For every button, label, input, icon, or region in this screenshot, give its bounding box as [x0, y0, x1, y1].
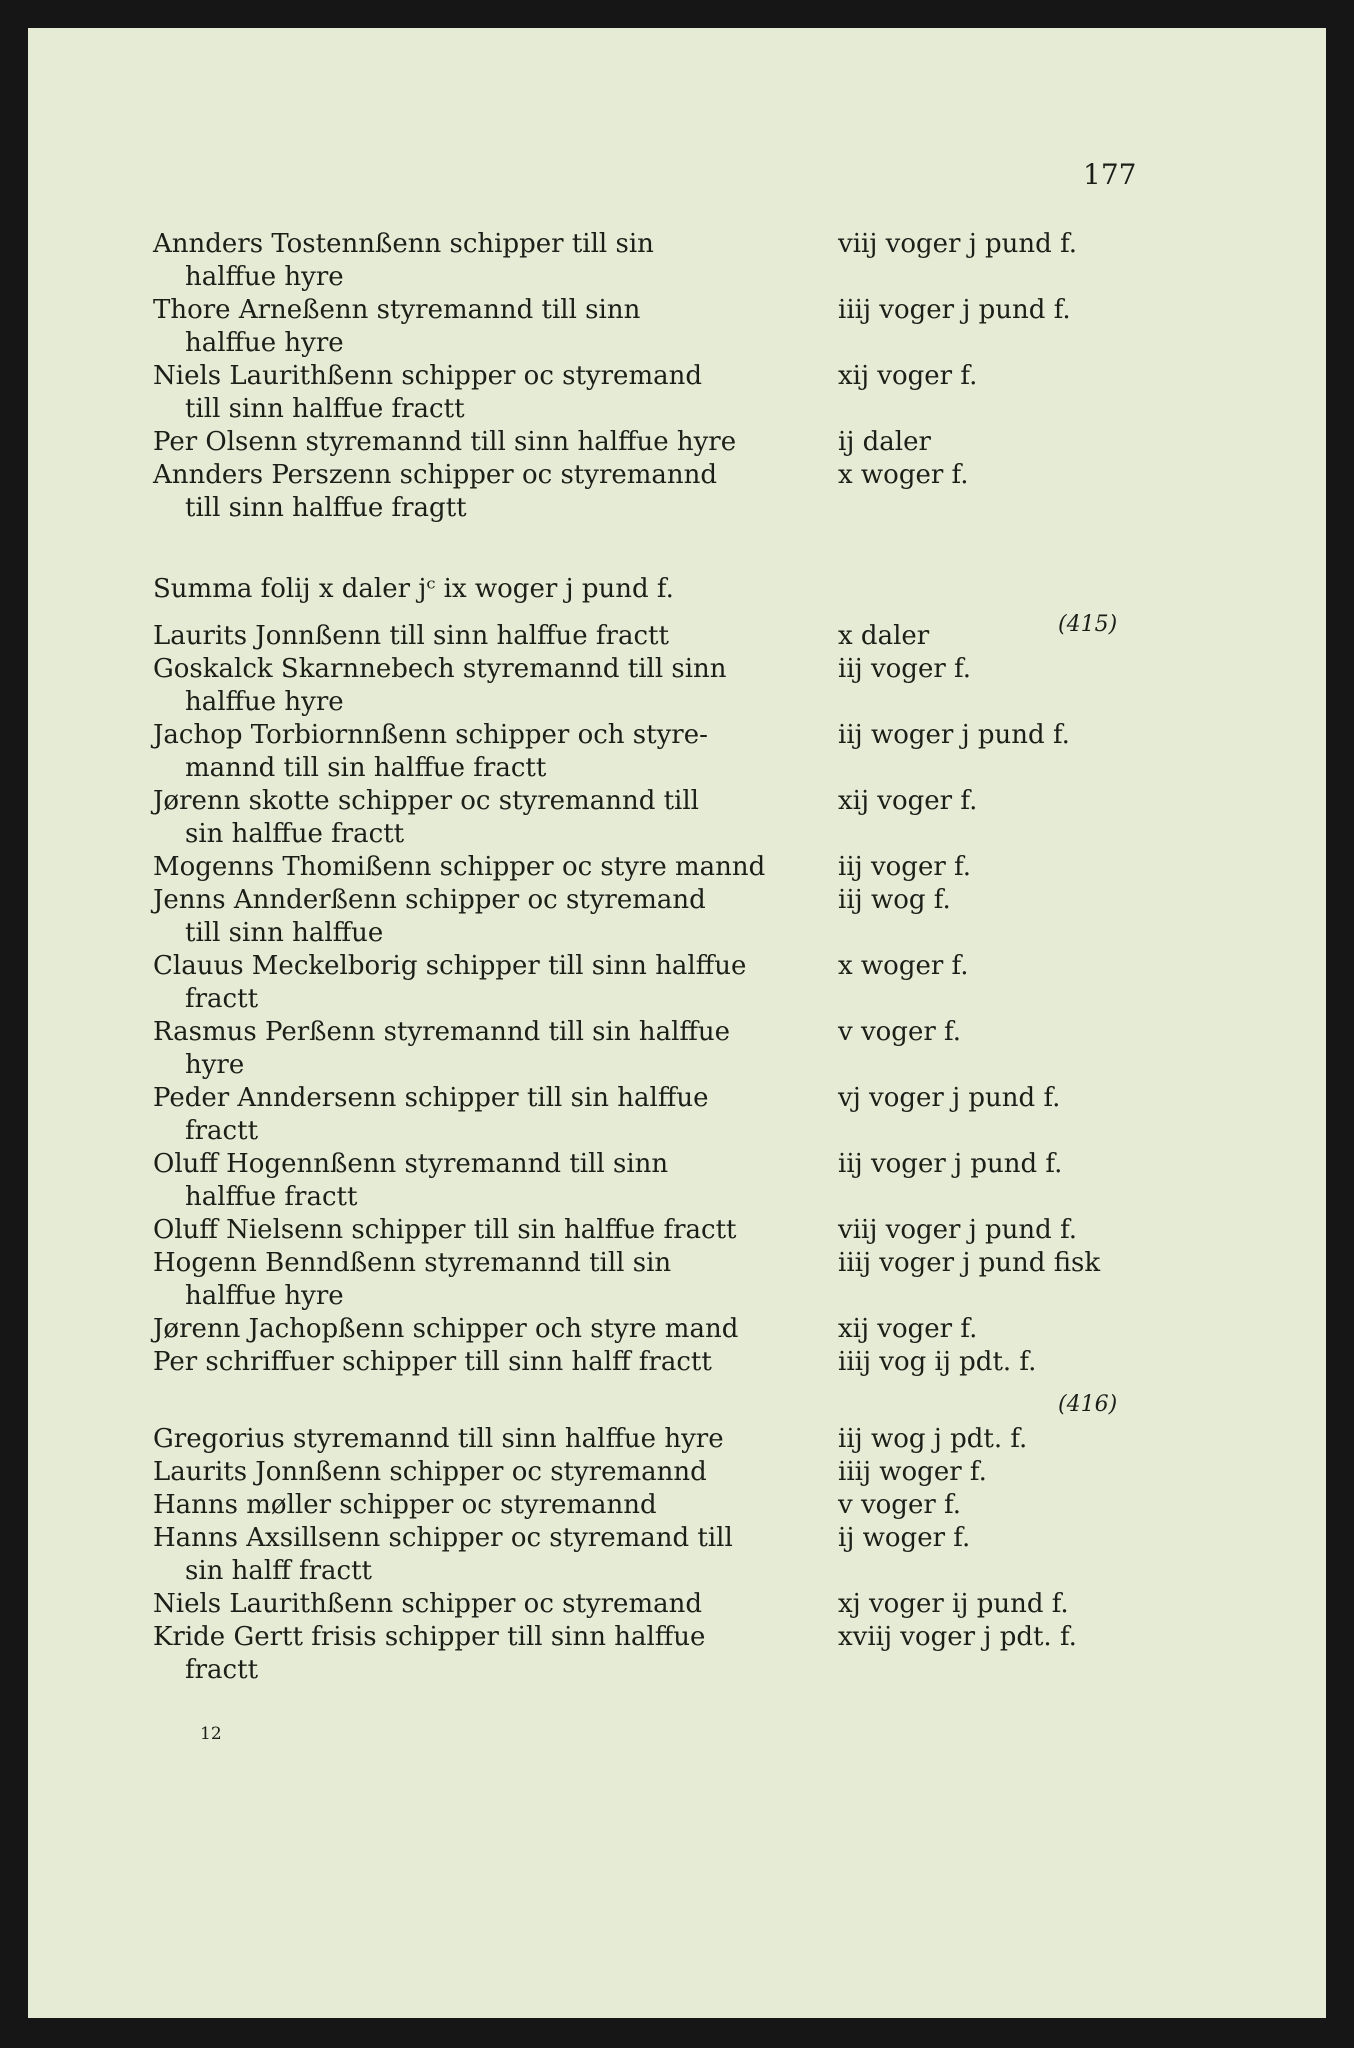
entry-name-line1: Peder Anndersenn schipper till sin halffue [153, 1083, 709, 1113]
summa-line: Summa folij x daler jᶜ ix woger j pund f. [153, 574, 674, 604]
ledger-entry [153, 950, 1253, 1020]
entry-amount: xviij voger j pdt. f. [838, 1622, 1077, 1652]
entry-amount: iiij vog ij pdt. f. [838, 1347, 1037, 1377]
entry-amount: iij voger j pund f. [838, 1149, 1063, 1179]
entry-name [153, 360, 813, 426]
ledger-entry [153, 1148, 1253, 1218]
entry-name-line1: Laurits Jonnßenn schipper oc styremannd [153, 1457, 707, 1487]
entry-name-line1: Oluff Hogennßenn styremannd till sinn [153, 1149, 669, 1179]
entry-name [153, 1214, 813, 1247]
signature-mark: 12 [200, 1724, 222, 1744]
entry-amount: v voger f. [838, 1490, 961, 1520]
entry-name-line1: Per Olsenn styremannd till sinn halffue hyre [153, 427, 737, 457]
ledger-entry [153, 1247, 1253, 1317]
scanned-page [28, 28, 1326, 2018]
entry-name-line1: Hanns Axsillsenn schipper oc styremand till [153, 1523, 733, 1553]
entry-name-line1: Laurits Jonnßenn till sinn halffue fractt [153, 621, 669, 651]
entry-name-line1: Clauus Meckelborig schipper till sinn halffue [153, 951, 747, 981]
entry-name [153, 459, 813, 525]
entry-name-line2: halffue hyre [185, 1281, 344, 1311]
entry-name-line2: halffue fractt [185, 1182, 358, 1212]
entry-name-line1: Goskalck Skarnnebech styremannd till sinn [153, 654, 727, 684]
entry-amount: viij voger j pund f. [838, 1215, 1078, 1245]
entry-name-line2: till sinn halffue fractt [185, 394, 465, 424]
ledger-entry [153, 459, 1253, 529]
entry-amount: xj voger ij pund f. [838, 1589, 1069, 1619]
entry-name-line1: Mogenns Thomißenn schipper oc styre mannd [153, 852, 766, 882]
entry-name-line2: till sinn halffue [185, 918, 384, 948]
entry-name-line2: fractt [185, 1116, 259, 1146]
entry-name-line1: Per schriffuer schipper till sinn halff fractt [153, 1347, 712, 1377]
entry-amount: ij woger f. [838, 1523, 971, 1553]
ledger-entry [153, 1621, 1253, 1691]
entry-amount: x woger f. [838, 951, 969, 981]
entry-name-line1: Annders Tostennßenn schipper till sin [153, 229, 654, 259]
entry-name-line2: fractt [185, 984, 259, 1014]
entry-name-line1: Jenns Annderßenn schipper oc styremand [153, 885, 706, 915]
entry-name [153, 884, 813, 950]
entry-name-line2: till sinn halffue fragtt [185, 493, 467, 523]
entry-name [153, 719, 813, 785]
entry-amount: xij voger f. [838, 361, 978, 391]
entry-name [153, 785, 813, 851]
entry-name [153, 1016, 813, 1082]
entry-name [153, 1148, 813, 1214]
ledger-entry [153, 719, 1253, 789]
entry-amount: vj voger j pund f. [838, 1083, 1061, 1113]
entry-name [153, 1346, 813, 1379]
entry-name-line2: hyre [185, 1050, 245, 1080]
entry-amount: iij woger j pund f. [838, 720, 1070, 750]
ledger-entry [153, 294, 1253, 364]
entry-amount: xij voger f. [838, 1314, 978, 1344]
entry-name [153, 1588, 813, 1621]
page-text [28, 28, 1326, 2018]
entry-amount: x woger f. [838, 460, 969, 490]
entry-name-line2: halffue hyre [185, 328, 344, 358]
entry-name-line1: Thore Arneßenn styremannd till sinn [153, 295, 641, 325]
entry-name [153, 1522, 813, 1588]
entry-name-line1: Niels Laurithßenn schipper oc styremand [153, 1589, 702, 1619]
entry-amount: v voger f. [838, 1017, 961, 1047]
entry-name-line2: halffue hyre [185, 687, 344, 717]
entry-amount: xij voger f. [838, 786, 978, 816]
entry-amount: iij voger f. [838, 852, 971, 882]
entry-amount: x daler [838, 621, 930, 651]
entry-name [153, 620, 813, 653]
ledger-entry [153, 228, 1253, 298]
entry-amount: viij voger j pund f. [838, 229, 1078, 259]
entry-name-line2: sin halff fractt [185, 1556, 372, 1586]
entry-name-line1: Oluff Nielsenn schipper till sin halffue fractt [153, 1215, 737, 1245]
entry-name-line1: Hogenn Benndßenn styremannd till sin [153, 1248, 672, 1278]
entry-name [153, 1082, 813, 1148]
entry-name-line1: Kride Gertt frisis schipper till sinn halffue [153, 1622, 706, 1652]
entry-amount: iij voger f. [838, 654, 971, 684]
entry-name-line1: Jørenn skotte schipper oc styremannd till [153, 786, 699, 816]
entry-name-line1: Gregorius styremannd till sinn halffue hyre [153, 1424, 724, 1454]
entry-name [153, 1313, 813, 1346]
entry-name-line1: Hanns møller schipper oc styremannd [153, 1490, 657, 1520]
entry-name-line2: mannd till sin halffue fractt [185, 753, 547, 783]
entry-amount: iiij voger j pund fisk [838, 1248, 1101, 1278]
entry-name [153, 653, 813, 719]
entry-name [153, 228, 813, 294]
entry-name-line1: Annders Perszenn schipper oc styremannd [153, 460, 718, 490]
entry-name [153, 426, 813, 459]
entry-amount: iij wog f. [838, 885, 951, 915]
entry-amount: iiij woger f. [838, 1457, 987, 1487]
entry-name [153, 1423, 813, 1456]
entry-amount: iij wog j pdt. f. [838, 1424, 1028, 1454]
entry-name [153, 950, 813, 1016]
entry-name-line2: halffue hyre [185, 262, 344, 292]
ledger-entry [153, 1016, 1253, 1086]
entry-name [153, 1621, 813, 1687]
page-number: 177 [1083, 158, 1137, 191]
ledger-entry [153, 1522, 1253, 1592]
entry-name-line1: Jachop Torbiornnßenn schipper och styre- [153, 720, 708, 750]
ledger-entry [153, 884, 1253, 954]
entry-name [153, 294, 813, 360]
entry-name-line2: fractt [185, 1655, 259, 1685]
ledger-entry [153, 360, 1253, 430]
entry-name-line1: Jørenn Jachopßenn schipper och styre mand [153, 1314, 739, 1344]
reference-416: (416) [1058, 1392, 1118, 1417]
entry-name-line2: sin halffue fractt [185, 819, 405, 849]
entry-name [153, 1456, 813, 1489]
ledger-entry [153, 1082, 1253, 1152]
entry-name-line1: Rasmus Perßenn styremannd till sin halffue [153, 1017, 731, 1047]
ledger-entry [153, 653, 1253, 723]
entry-name [153, 1489, 813, 1522]
entry-amount: ij daler [838, 427, 931, 457]
entry-amount: iiij voger j pund f. [838, 295, 1071, 325]
ledger-entry [153, 785, 1253, 855]
reference-415: (415) [1058, 612, 1118, 637]
entry-name-line1: Niels Laurithßenn schipper oc styremand [153, 361, 702, 391]
entry-name [153, 851, 813, 884]
entry-name [153, 1247, 813, 1313]
